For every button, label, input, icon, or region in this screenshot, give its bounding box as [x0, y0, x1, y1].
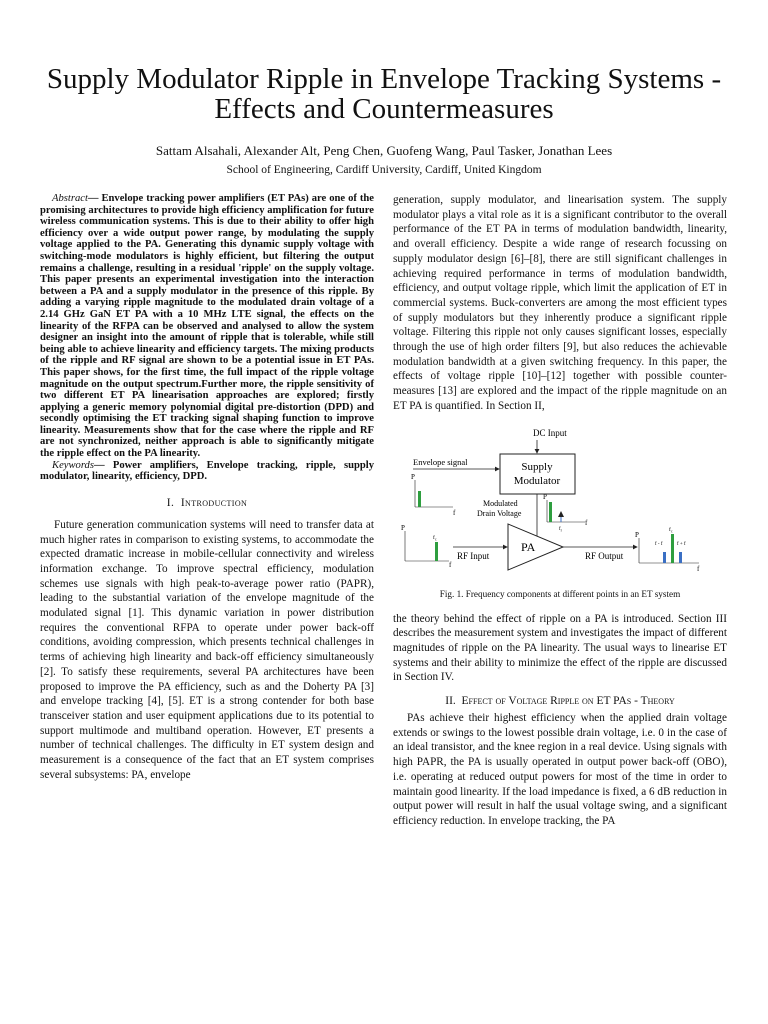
abstract — [40, 193, 374, 460]
author-list: Sattam Alsahali, Alexander Alt, Peng Chen, Guofeng Wang, Paul Tasker, Jonathan Lees — [155, 143, 613, 158]
fc-plus-fr-label: f + f — [677, 541, 686, 547]
abstract-label: Abstract — [52, 193, 88, 204]
right-column — [393, 193, 727, 829]
upper-sideband-bar — [679, 552, 682, 563]
keywords-label: Keywords — [52, 459, 94, 471]
p-axis-label: P — [543, 492, 547, 501]
f-axis-label: f — [697, 564, 700, 573]
drain-voltage-label: Drain Voltage — [477, 508, 522, 518]
supply-label: Supply — [521, 460, 553, 473]
left-column — [40, 193, 374, 783]
envelope-spectrum-bar — [418, 491, 421, 507]
et-system-diagram — [387, 424, 721, 586]
figure-1 — [387, 424, 721, 586]
section-heading-introduction — [40, 496, 374, 510]
pa-label: PA — [521, 539, 536, 554]
fc-subscript: c — [434, 536, 437, 542]
figure-1-caption: Fig. 1. Frequency components at different points in an ET system — [439, 588, 681, 599]
modulated-label: Modulated — [483, 498, 518, 508]
f-axis-label: f — [453, 508, 456, 517]
p-axis-label: P — [635, 530, 639, 539]
lower-sideband-bar — [663, 552, 666, 563]
body-paragraph-continued: generation, supply modulator, and linearisation system. The supply modulator plays a vital role as it is a significant contributor to the overall performance of the ET PA in terms of modulation bandwidth, linearity, and overall efficiency. Despite a wide range of research focussing on supply modulator design [6]–[8], there are still significant challenges in achieving required performance in terms of modulation bandwidth, efficiency, and output voltage ripple, which limit the application of ET in commercial systems. Buck-converters are among the most efficient types of supply modulators but they inherently produce a significant ripple voltage. Filtering this ripple not only causes significant losses, especially through the use of high order filters [9], but also reduces the achievable modulation bandwidth at a given switching frequency. In this paper, the effects of voltage ripple [10]–[12] together with possible counter-measures [13] are explored and the impact of the ripple magnitude on an ET PA is quantified. In Section II, — [393, 194, 727, 412]
rf-out-carrier-bar — [671, 534, 674, 563]
pa-triangle — [508, 524, 563, 570]
fc-f: f — [669, 526, 671, 533]
f-axis-label: f — [585, 518, 588, 527]
f-axis-label: f — [449, 560, 452, 569]
fr-subscript: r — [560, 527, 563, 533]
abstract-text: — Envelope tracking power amplifiers (ET PAs) are one of the promising architectures to provide high efficiency amplification for future wireless communication systems. This is due to their ability to offer high efficiency over a wide output power range, by modulating the supply voltage applied to the PA. Generating this dynamic supply voltage with switching-mode modulators is highly efficient, but filtering the output remains a challenge, resulting in a residual 'ripple' on the supply voltage. This paper presents an experimental investigation into the interaction between a PA and a supply modulator in the presence of this ripple. By adding a varying ripple magnitude to the modulated drain voltage of a 2.14 GHz GaN ET PA with a 10 MHz LTE signal, the effects on the linearity of the RFPA can be observed and analysed to allow the system designer an insight into the amount of ripple that is tolerable, while still being able to achieve linearity and efficiency targets. The mixing products of the ripple and RF signal are shown to be a potential issue in ET PAs. This paper shows, for the first time, the full impact of the ripple voltage magnitude on the output spectrum.Further more, the ripple sensitivity of two different ET PA linearisation approaches are explored; firstly applying a generic memory polynomial digital pre-distortion (DPD) and secondly optimising the ET tracking signal shaping function to improve linearity. Measurements show that for the case where the ripple and RF are not synchronized, neither approach is able to significantly mitigate the ripple effect on the PA linearity. — [40, 193, 374, 460]
body-paragraph-sections: the theory behind the effect of ripple on a PA is introduced. Section III describes the measurement system and investigates the impact of different magnitudes of ripple on the PA linearity. The usual ways to linearise ET systems and their ability to minimize the effect of the ripple are discussed in Section IV. — [393, 612, 727, 684]
supply-modulator-box — [500, 454, 575, 494]
keywords — [40, 460, 374, 483]
rf-input-label: RF Input — [457, 550, 490, 561]
fr-f: f — [559, 526, 561, 532]
p-axis-label: P — [411, 472, 415, 481]
keywords-text: — Power amplifiers, Envelope tracking, ripple, supply modulator, linearity, efficiency, DPD. — [40, 459, 374, 483]
drain-spectrum-dc-bar — [549, 502, 552, 522]
section-title: Effect of Voltage Ripple on ET PAs - Theory — [461, 695, 675, 708]
section-heading-theory — [393, 694, 727, 708]
fc-tick-label — [433, 534, 437, 542]
p-axis-label: P — [401, 523, 405, 532]
rf-in-carrier-bar — [435, 542, 438, 561]
fc-f: f — [433, 534, 435, 541]
modulator-label: Modulator — [513, 474, 561, 487]
affiliation: School of Engineering, Cardiff University, Cardiff, United Kingdom — [226, 164, 542, 176]
section-title: Introduction — [180, 496, 248, 509]
section-number: II. — [445, 695, 456, 708]
introduction-paragraph: Future generation communication systems will need to transfer data at much higher rates in comparison to existing systems, to accommodate the expected dramatic increase in mobile-cellular connectivity and wireless information exchange. To improve spectral efficiency, modulation schemes use signals with high peak-to-average power ratio (PAPR), leading to the substantial variation of the envelope magnitude of the modulated signal [1]. This dynamic variation in power distribution requires the conventional RFPA to operate under power back-off conditions, avoiding compression, which presents technical challenges in terms of achieving high linearity and back-off efficiency simultaneously [2]. To satisfy these requirements, several PA architectures have been proposed to improve the PA efficiency, such as and the Doherty PA [3] and envelope tracking [4], [5]. ET is a strong contender for both base transceiver station and user equipment applications due to its potential to support multimode and multiband operation. However, ET presents a number of technical challenges. The difficulty in ET system design and measurement is a consequence of the fact that an ET system comprises several subsystems: PA, envelope — [40, 518, 374, 781]
section-number: I. — [166, 496, 175, 509]
fc-minus-fr-label: f - f — [655, 541, 663, 547]
fc-tick-label — [669, 526, 673, 534]
rf-output-label: RF Output — [585, 550, 624, 561]
fr-tick-label — [559, 527, 563, 533]
theory-paragraph: PAs achieve their highest efficiency when the applied drain voltage extends or swings to the lowest possible drain voltage, i.e. 0 in the case of an ideal transistor, and the knee region in a real device. Using signals with high PAPR, the PA is usually operated in output power back-off (OBO), i.e. operating at reduced output powers for most of the time in order to maintain good linearity. If the load impedance is fixed, a 6 dB reduction in output power will result in half the usual voltage swing, and a significant efficiency reduction. In envelope tracking, the PA — [393, 712, 727, 827]
dc-input-label: DC Input — [533, 427, 567, 438]
paper-title: Supply Modulator Ripple in Envelope Tracking Systems - Effects and Countermeasures — [46, 63, 722, 125]
envelope-signal-label: Envelope signal — [413, 456, 468, 467]
fc-subscript: c — [670, 528, 673, 534]
